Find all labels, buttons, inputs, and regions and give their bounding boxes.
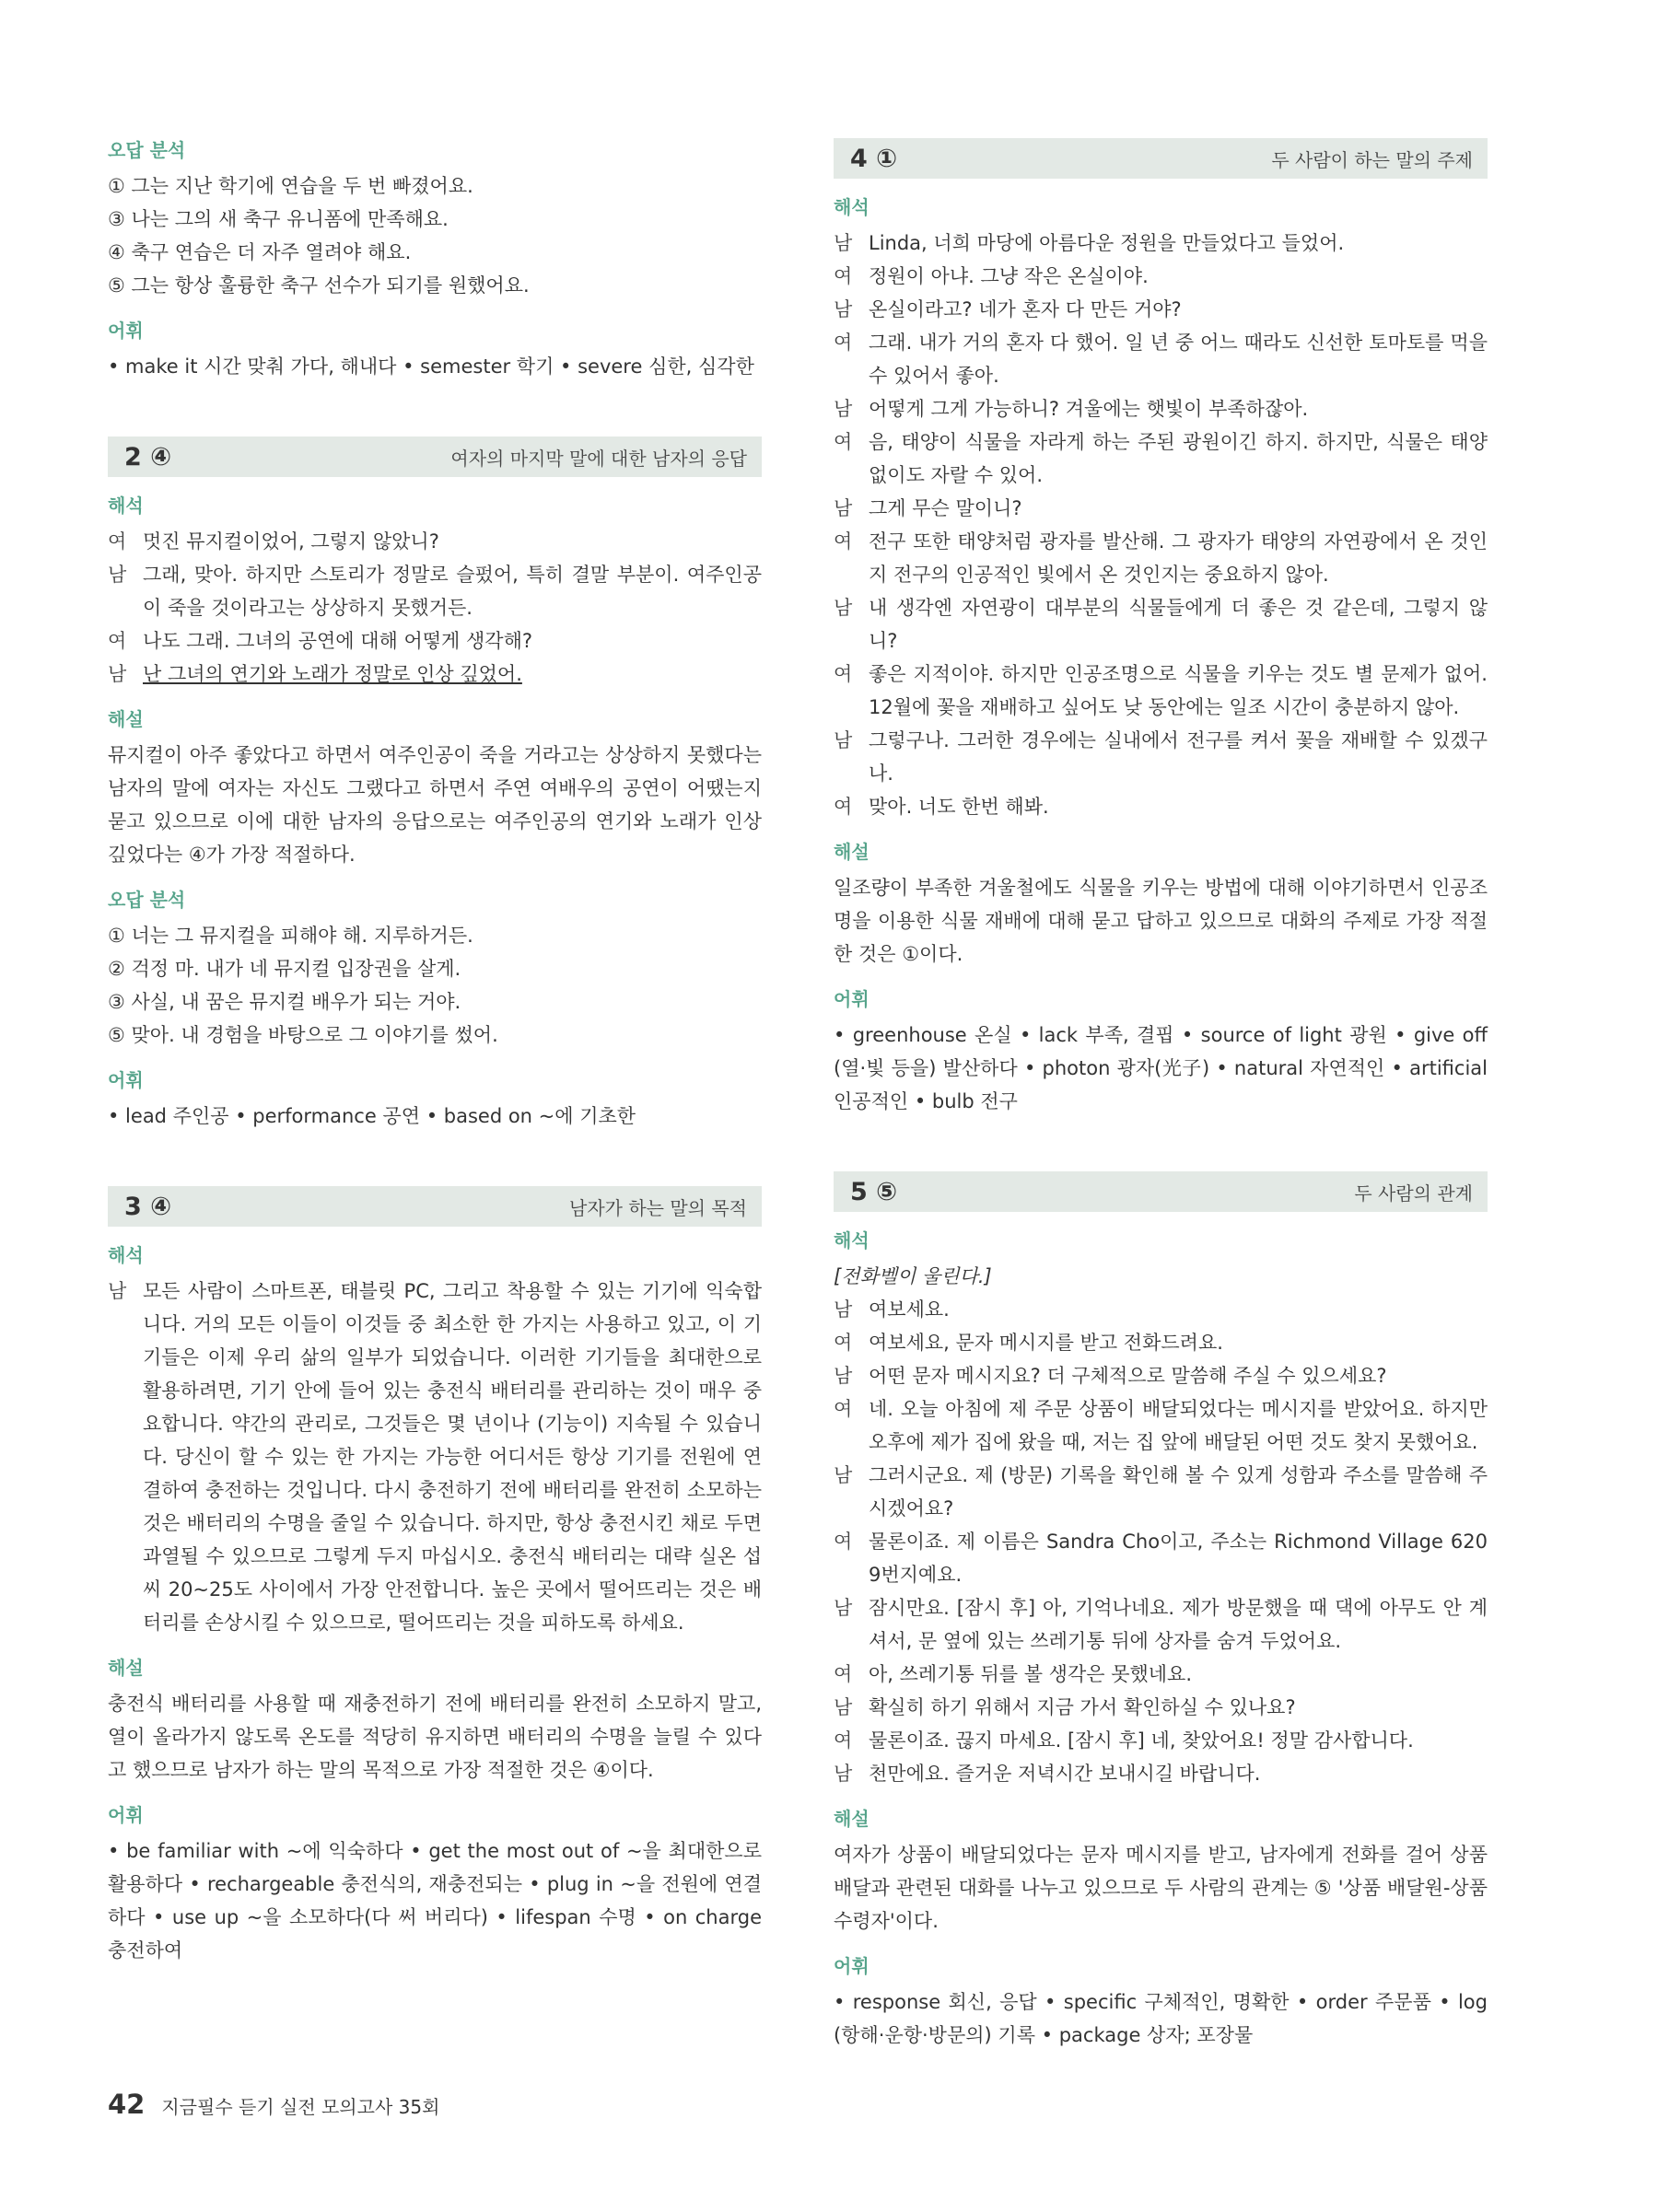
utterance: 천만에요. 즐거운 저녁시간 보내시길 바랍니다. (869, 1763, 1261, 1785)
utterance: 확실히 하기 위해서 지금 가서 확인하실 수 있나요? (869, 1696, 1296, 1718)
q5-topic: 두 사람의 관계 (1354, 1182, 1473, 1205)
wrong-answer-item: ④ 축구 연습은 더 자주 열려야 해요. (108, 241, 412, 263)
dialogue-line (834, 790, 1488, 823)
q5-vocab: • response 회신, 응답 • specific 구체적인, 명확한 • order 주문품 • log (항해·운항·방문의) 기록 • package 상자; 포장물 (834, 1991, 1488, 2046)
q4-number: 4 ① (850, 144, 898, 173)
q2-dialogue (108, 525, 762, 691)
wrong-answer-item: ③ 사실, 내 꿈은 뮤지컬 배우가 되는 거야. (108, 991, 461, 1013)
q4-vocab-label: 어휘 (834, 988, 870, 1010)
utterance: 아, 쓰레기통 뒤를 볼 생각은 못했네요. (869, 1663, 1193, 1685)
wrong-answer-item: ③ 나는 그의 새 축구 유니폼에 만족해요. (108, 208, 449, 230)
speaker-label: 남 (834, 1464, 853, 1486)
speaker-label: 남 (834, 1597, 853, 1619)
dialogue-line (834, 1459, 1488, 1525)
utterance: 그게 무슨 말이니? (869, 497, 1022, 519)
q1-vocab-label: 어휘 (108, 320, 144, 342)
q3-vocab-label: 어휘 (108, 1804, 144, 1826)
wrong-answer-item: ① 너는 그 뮤지컬을 피해야 해. 지루하거든. (108, 925, 473, 947)
dialogue-line (108, 525, 762, 558)
dialogue-line (108, 624, 762, 658)
utterance: 물론이죠. 끊지 마세요. [잠시 후] 네, 찾았어요! 정말 감사합니다. (869, 1729, 1414, 1752)
q2-wrong-list (108, 919, 762, 1052)
wrong-answer-item: ① 그는 지난 학기에 연습을 두 번 빠졌어요. (108, 175, 473, 197)
utterance: 전구 또한 태양처럼 광자를 발산해. 그 광자가 태양의 자연광에서 온 것인지 전구의 인공적인 빛에서 온 것인지는 중요하지 않아. (869, 530, 1488, 586)
speaker-label: 여 (108, 630, 127, 652)
q3-speaker: 남 (108, 1280, 127, 1302)
q4-vocab: • greenhouse 온실 • lack 부족, 결핍 • source of light 광원 • give off (열·빛 등을) 발산하다 • photon 광자(光子) • natural 자연적인 • artificial 인공적인 • bulb 전구 (834, 1024, 1488, 1112)
utterance: 정원이 아냐. 그냥 작은 온실이야. (869, 265, 1149, 287)
utterance: 물론이죠. 제 이름은 Sandra Cho이고, 주소는 Richmond Village 6209번지예요. (869, 1531, 1488, 1586)
q4-interp-label: 해석 (834, 196, 870, 218)
q2-vocab: • lead 주인공 • performance 공연 • based on ~에 기초한 (108, 1105, 636, 1127)
q2-topic: 여자의 마지막 말에 대한 남자의 응답 (450, 447, 747, 470)
dialogue-line (834, 1392, 1488, 1459)
speaker-label: 여 (834, 1332, 853, 1354)
q1-wrong-label: 오답 분석 (108, 139, 186, 161)
dialogue-line (834, 1293, 1488, 1326)
dialogue-line (834, 1359, 1488, 1392)
left-column (108, 138, 762, 1967)
speaker-label: 여 (834, 1398, 853, 1420)
speaker-label: 여 (834, 265, 853, 287)
q5-explanation: 여자가 상품이 배달되었다는 문자 메시지를 받고, 남자에게 전화를 걸어 상품 배달과 관련된 대화를 나누고 있으므로 두 사람의 관계는 ⑤ '상품 배달원-상품 수령자'이다. (834, 1844, 1488, 1932)
q5-number: 5 ⑤ (850, 1177, 898, 1206)
q2-explanation: 뮤지컬이 아주 좋았다고 하면서 여주인공이 죽을 거라고는 상상하지 못했다는 남자의 말에 여자는 자신도 그랬다고 하면서 주연 여배우의 공연이 어땠는지 묻고 있으므로 이에 대한 남자의 응답으로는 여주인공의 연기와 노래가 인상 깊었다는 ④가 가장 적절하다. (108, 744, 762, 866)
q3-expl-label: 해설 (108, 1657, 144, 1679)
speaker-label: 남 (834, 497, 853, 519)
dialogue-line (108, 658, 762, 691)
speaker-label: 여 (834, 796, 853, 818)
utterance: 음, 태양이 식물을 자라게 하는 주된 광원이긴 하지. 하지만, 식물은 태양 없이도 자랄 수 있어. (869, 431, 1488, 486)
speaker-label: 여 (108, 530, 127, 553)
speaker-label: 남 (834, 597, 853, 619)
page-number: 42 (108, 2089, 146, 2120)
dialogue-line (108, 558, 762, 624)
q4-dialogue (834, 227, 1488, 823)
speaker-label: 여 (834, 1663, 853, 1685)
q4-explanation: 일조량이 부족한 겨울철에도 식물을 키우는 방법에 대해 이야기하면서 인공조명을 이용한 식물 재배에 대해 묻고 답하고 있으므로 대화의 주제로 가장 적절한 것은 ①이다. (834, 877, 1488, 965)
dialogue-line (834, 658, 1488, 724)
speaker-label: 여 (834, 1531, 853, 1553)
q1-wrong-list (108, 169, 762, 302)
utterance: 나도 그래. 그녀의 공연에 대해 어떻게 생각해? (143, 630, 533, 652)
dialogue-line (834, 1658, 1488, 1691)
utterance: 그러시군요. 제 (방문) 기록을 확인해 볼 수 있게 성함과 주소를 말씀해 주시겠어요? (869, 1464, 1488, 1519)
speaker-label: 여 (834, 530, 853, 553)
utterance: 난 그녀의 연기와 노래가 정말로 인상 깊었어. (143, 663, 522, 685)
utterance: 온실이라고? 네가 혼자 다 만든 거야? (869, 298, 1182, 320)
dialogue-line (834, 492, 1488, 525)
dialogue-line (834, 392, 1488, 425)
utterance: 멋진 뮤지컬이었어, 그렇지 않았니? (143, 530, 439, 553)
utterance: 그렇구나. 그러한 경우에는 실내에서 전구를 켜서 꽃을 재배할 수 있겠구나. (869, 729, 1488, 785)
q2-wrong-label: 오답 분석 (108, 889, 186, 911)
speaker-label: 여 (834, 663, 853, 685)
q3-interp-label: 해석 (108, 1244, 144, 1266)
dialogue-line (834, 1525, 1488, 1591)
dialogue-line (834, 326, 1488, 392)
q5-stage-direction: [전화벨이 울린다.] (834, 1265, 992, 1287)
q3-monologue-text: 모든 사람이 스마트폰, 태블릿 PC, 그리고 착용할 수 있는 기기에 익숙합니다. 거의 모든 이들이 이것들 중 최소한 한 가지는 사용하고 있고, 이 기기들은 이제 우리 삶의 일부가 되었습니다. 이러한 기기들을 최대한으로 활용하려면, 기기 안에 들어 있는 충전식 배터리를 관리하는 것이 매우 중요합니다. 약간의 관리로, 그것들은 몇 년이나 (기능이) 지속될 수 있습니다. 당신이 할 수 있는 한 가지는 가능한 어디서든 항상 기기를 전원에 연결하여 충전하는 것입니다. 다시 충전하기 전에 배터리를 완전히 소모하는 것은 배터리의 수명을 줄일 수 있습니다. 하지만, 항상 충전시킨 채로 두면 과열될 수 있으므로 그렇게 두지 마십시오. 충전식 배터리는 대략 실온 섭씨 20~25도 사이에서 가장 안전합니다. 높은 곳에서 떨어뜨리는 것은 배터리를 손상시킬 수 있으므로, 떨어뜨리는 것을 피하도록 하세요. (143, 1280, 762, 1634)
speaker-label: 남 (834, 729, 853, 751)
wrong-answer-item: ⑤ 그는 항상 훌륭한 축구 선수가 되기를 원했어요. (108, 274, 530, 297)
q5-interp-label: 해석 (834, 1229, 870, 1252)
dialogue-line (834, 1724, 1488, 1757)
q2-header-bar (108, 437, 762, 477)
utterance: 그래. 내가 거의 혼자 다 했어. 일 년 중 어느 때라도 신선한 토마토를 먹을 수 있어서 좋아. (869, 332, 1488, 387)
wrong-answer-item: ⑤ 맞아. 내 경험을 바탕으로 그 이야기를 썼어. (108, 1024, 498, 1046)
q4-header-bar (834, 138, 1488, 179)
speaker-label: 여 (834, 1729, 853, 1752)
q5-header-bar (834, 1171, 1488, 1212)
dialogue-line (834, 293, 1488, 326)
q3-vocab: • be familiar with ~에 익숙하다 • get the most out of ~을 최대한으로 활용하다 • rechargeable 충전식의, 재충전되는 • plug in ~을 전원에 연결하다 • use up ~을 소모하다(다 써 버리다) • lifespan 수명 • on charge 충전하여 (108, 1840, 762, 1962)
speaker-label: 남 (834, 298, 853, 320)
q5-vocab-label: 어휘 (834, 1955, 870, 1977)
dialogue-line (834, 1757, 1488, 1790)
dialogue-line (834, 724, 1488, 790)
dialogue-line (834, 425, 1488, 492)
q3-header-bar (108, 1186, 762, 1227)
utterance: 좋은 지적이야. 하지만 인공조명으로 식물을 키우는 것도 별 문제가 없어. 12월에 꽃을 재배하고 싶어도 낮 동안에는 일조 시간이 충분하지 않아. (869, 663, 1488, 718)
q1-vocab: • make it 시간 맞춰 가다, 해내다 • semester 학기 • severe 심한, 심각한 (108, 355, 754, 378)
dialogue-line (834, 525, 1488, 591)
q5-dialogue (834, 1293, 1488, 1790)
utterance: 어떤 문자 메시지요? 더 구체적으로 말씀해 주실 수 있으세요? (869, 1365, 1387, 1387)
utterance: 어떻게 그게 가능하니? 겨울에는 햇빛이 부족하잖아. (869, 398, 1309, 420)
q2-number: 2 ④ (124, 442, 172, 472)
speaker-label: 남 (834, 1696, 853, 1718)
q3-topic: 남자가 하는 말의 목적 (569, 1196, 747, 1219)
speaker-label: 남 (834, 1763, 853, 1785)
q2-vocab-label: 어휘 (108, 1069, 144, 1091)
utterance: 잠시만요. [잠시 후] 아, 기억나네요. 제가 방문했을 때 댁에 아무도 안 계셔서, 문 옆에 있는 쓰레기통 뒤에 상자를 숨겨 두었어요. (869, 1597, 1488, 1652)
book-title: 지금필수 듣기 실전 모의고사 35회 (161, 2096, 440, 2118)
q2-expl-label: 해설 (108, 708, 144, 730)
dialogue-line (834, 227, 1488, 260)
page-footer (108, 2089, 439, 2120)
dialogue-line (834, 1326, 1488, 1359)
speaker-label: 남 (834, 1298, 853, 1321)
q2-interp-label: 해석 (108, 495, 144, 517)
speaker-label: 남 (834, 1365, 853, 1387)
dialogue-line (834, 1591, 1488, 1658)
right-column (834, 138, 1488, 2052)
speaker-label: 여 (834, 332, 853, 354)
utterance: Linda, 너희 마당에 아름다운 정원을 만들었다고 들었어. (869, 232, 1345, 254)
utterance: 내 생각엔 자연광이 대부분의 식물들에게 더 좋은 것 같은데, 그렇지 않니? (869, 597, 1488, 652)
utterance: 네. 오늘 아침에 제 주문 상품이 배달되었다는 메시지를 받았어요. 하지만 오후에 제가 집에 왔을 때, 저는 집 앞에 배달된 어떤 것도 찾지 못했어요. (869, 1398, 1488, 1453)
q3-monologue (108, 1275, 762, 1639)
speaker-label: 여 (834, 431, 853, 453)
dialogue-line (834, 260, 1488, 293)
q4-expl-label: 해설 (834, 841, 870, 863)
utterance: 여보세요. (869, 1298, 950, 1321)
utterance: 여보세요, 문자 메시지를 받고 전화드려요. (869, 1332, 1223, 1354)
q4-topic: 두 사람이 하는 말의 주제 (1271, 148, 1473, 171)
dialogue-line (834, 591, 1488, 658)
q3-number: 3 ④ (124, 1192, 172, 1221)
q3-explanation: 충전식 배터리를 사용할 때 재충전하기 전에 배터리를 완전히 소모하지 말고, 열이 올라가지 않도록 온도를 적당히 유지하면 배터리의 수명을 늘릴 수 있다고 했으므로 남자가 하는 말의 목적으로 가장 적절한 것은 ④이다. (108, 1693, 762, 1781)
speaker-label: 남 (108, 663, 127, 685)
speaker-label: 남 (108, 564, 127, 586)
dialogue-line (834, 1691, 1488, 1724)
speaker-label: 남 (834, 398, 853, 420)
wrong-answer-item: ② 걱정 마. 내가 네 뮤지컬 입장권을 살게. (108, 958, 461, 980)
speaker-label: 남 (834, 232, 853, 254)
q5-expl-label: 해설 (834, 1808, 870, 1830)
utterance: 그래, 맞아. 하지만 스토리가 정말로 슬펐어, 특히 결말 부분이. 여주인공이 죽을 것이라고는 상상하지 못했거든. (143, 564, 762, 619)
utterance: 맞아. 너도 한번 해봐. (869, 796, 1049, 818)
